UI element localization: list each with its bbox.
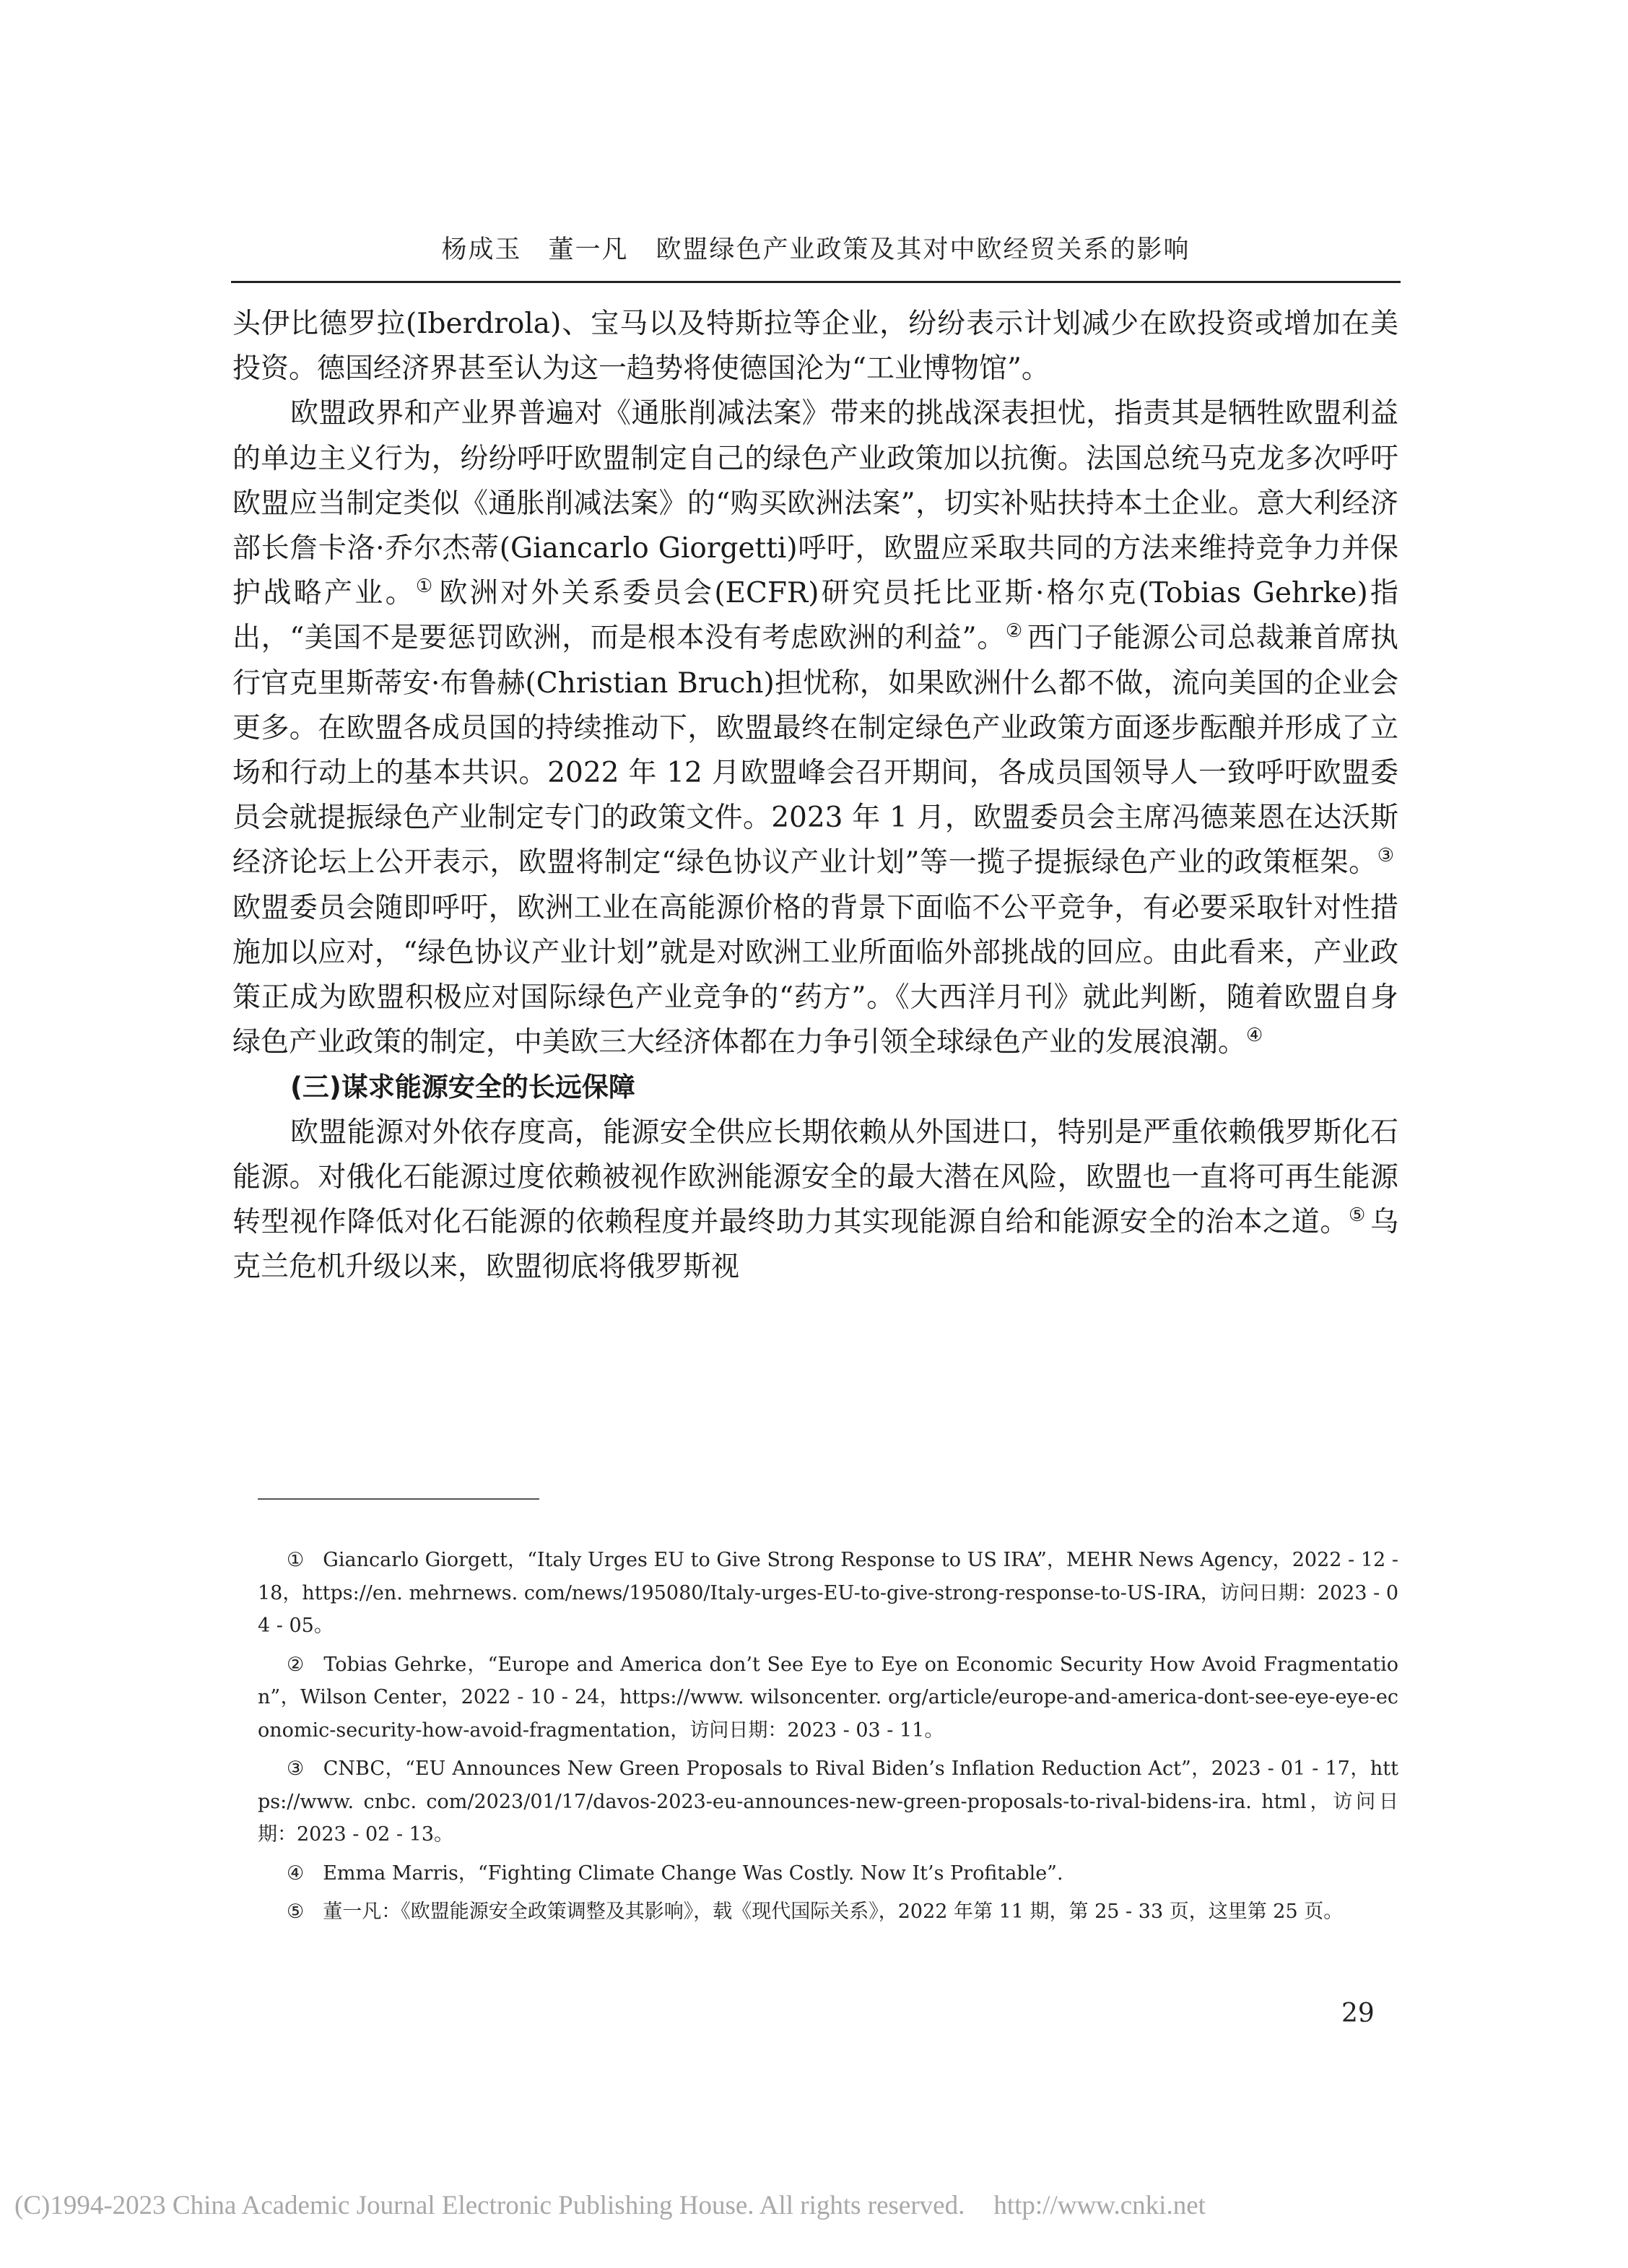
paragraph-3	[232, 1111, 1398, 1290]
page-number: 29	[1341, 1999, 1375, 2028]
footnote-1	[258, 1544, 1398, 1643]
footnote-3	[258, 1752, 1398, 1851]
header-article-title: 欧盟绿色产业政策及其对中欧经贸关系的影响	[656, 235, 1190, 264]
footnote-number: ③	[287, 1758, 305, 1780]
paragraph-2-part-c: 西门子能源公司总裁兼首席执行官克里斯蒂安·布鲁赫(Christian Bruch)担忧称，如果欧洲什么都不做，流向美国的企业会更多。在欧盟各成员国的持续推动下，欧盟最终在制定绿色产业政策方面逐步酝酿并形成了立场和行动上的基本共识。2022 年 12 月欧盟峰会召开期间，各成员国领导人一致呼吁欧盟委员会就提振绿色产业制定专门的政策文件。2023 年 1 月，欧盟委员会主席冯德莱恩在达沃斯经济论坛上公开表示，欧盟将制定“绿色协议产业计划”等一揽子提振绿色产业的政策框架。	[232, 622, 1398, 879]
paragraph-2-part-b: 欧洲对外关系委员会(ECFR)研究员托比亚斯·格尔克(Tobias Gehrke)指出，“美国不是要惩罚欧洲，而是根本没有考虑欧洲的利益”。	[232, 577, 1398, 655]
footnote-ref-1[interactable]: ①	[415, 575, 435, 598]
main-body-text	[232, 302, 1398, 1290]
footnote-text: Tobias Gehrke，“Europe and America don’t See Eye to Eye on Economic Security How Avoid Fragmentation”，Wilson Center，2022 - 10 - 24，https://www. wilsoncenter. org/article/europe-and-america-dont-see-eye-eye-economic-security-how-avoid-fragmentation，访问日期：2023 - 03 - 11。	[258, 1653, 1398, 1742]
copyright-watermark	[14, 2190, 1531, 2221]
paragraph-2-part-d: 欧盟委员会随即呼吁，欧洲工业在高能源价格的背景下面临不公平竞争，有必要采取针对性措施加以应对，“绿色协议产业计划”就是对欧洲工业所面临外部挑战的回应。由此看来，产业政策正成为欧盟积极应对国际绿色产业竞争的“药方”。《大西洋月刊》就此判断，随着欧盟自身绿色产业政策的制定，中美欧三大经济体都在力争引领全球绿色产业的发展浪潮。	[232, 891, 1398, 1059]
header-rule	[231, 281, 1401, 283]
cnki-link[interactable]: http://www.cnki.net	[993, 2191, 1206, 2220]
footnote-text: Giancarlo Giorgett，“Italy Urges EU to Give Strong Response to US IRA”，MEHR News Agency，2022 - 12 - 18，https://en. mehrnews. com/news/195080/Italy-urges-EU-to-give-strong-response-to-US-IRA，访问日期：2023 - 04 - 05。	[258, 1549, 1398, 1637]
paragraph-3-part-b: 乌克兰危机升级以来，欧盟彻底将俄罗斯视	[232, 1206, 1398, 1284]
footnote-text: CNBC，“EU Announces New Green Proposals to Rival Biden’s Inflation Reduction Act”，2023 - 01 - 17，https://www. cnbc. com/2023/01/17/davos-2023-eu-announces-new-green-proposals-to-rival-bidens-ira. html，访问日期：2023 - 02 - 13。	[258, 1758, 1398, 1846]
footnote-ref-4[interactable]: ④	[1246, 1025, 1263, 1047]
footnote-number: ④	[287, 1861, 305, 1885]
footnote-number: ①	[287, 1549, 305, 1571]
paragraph-1: 头伊比德罗拉(Iberdrola)、宝马以及特斯拉等企业，纷纷表示计划减少在欧投资或增加在美投资。德国经济界甚至认为这一趋势将使德国沦为“工业博物馆”。	[232, 308, 1398, 386]
section-heading: (三)谋求能源安全的长远保障	[290, 1072, 635, 1103]
footnote-4	[258, 1857, 1398, 1890]
footnote-number: ②	[287, 1653, 305, 1676]
footnote-5	[258, 1895, 1398, 1929]
paragraph-3-part-a: 欧盟能源对外依存度高，能源安全供应长期依赖从外国进口，特别是严重依赖俄罗斯化石能源。对俄化石能源过度依赖被视作欧洲能源安全的最大潜在风险，欧盟也一直将可再生能源转型视作降低对化石能源的依赖程度并最终助力其实现能源自给和能源安全的治本之道。	[232, 1116, 1398, 1239]
footnote-ref-5[interactable]: ⑤	[1349, 1204, 1366, 1227]
footnote-text: 董一凡：《欧盟能源安全政策调整及其影响》，载《现代国际关系》，2022 年第 11 期，第 25 - 33 页，这里第 25 页。	[323, 1900, 1344, 1923]
footnote-2	[258, 1648, 1398, 1747]
paragraph-2-part-a: 欧盟政界和产业界普遍对《通胀削减法案》带来的挑战深表担忧，指责其是牺牲欧盟利益的单边主义行为，纷纷呼吁欧盟制定自己的绿色产业政策加以抗衡。法国总统马克龙多次呼吁欧盟应当制定类似《通胀削减法案》的“购买欧洲法案”，切实补贴扶持本土企业。意大利经济部长詹卡洛·乔尔杰蒂(Giancarlo Giorgetti)呼吁，欧盟应采取共同的方法来维持竞争力并保护战略产业。	[232, 397, 1398, 610]
copyright-text: (C)1994-2023 China Academic Journal Electronic Publishing House. All rights reserved.	[14, 2191, 965, 2220]
footnote-text: Emma Marris，“Fighting Climate Change Was Costly. Now It’s Profitable”.	[323, 1861, 1063, 1885]
footnote-ref-3[interactable]: ③	[1377, 845, 1394, 867]
running-header	[231, 230, 1401, 266]
header-authors: 杨成玉 董一凡	[441, 235, 629, 264]
footnotes	[258, 1544, 1398, 1934]
footnote-ref-2[interactable]: ②	[1005, 620, 1023, 643]
footnote-number: ⑤	[287, 1900, 305, 1923]
footnote-separator	[258, 1498, 539, 1500]
paragraph-2	[232, 391, 1398, 1065]
